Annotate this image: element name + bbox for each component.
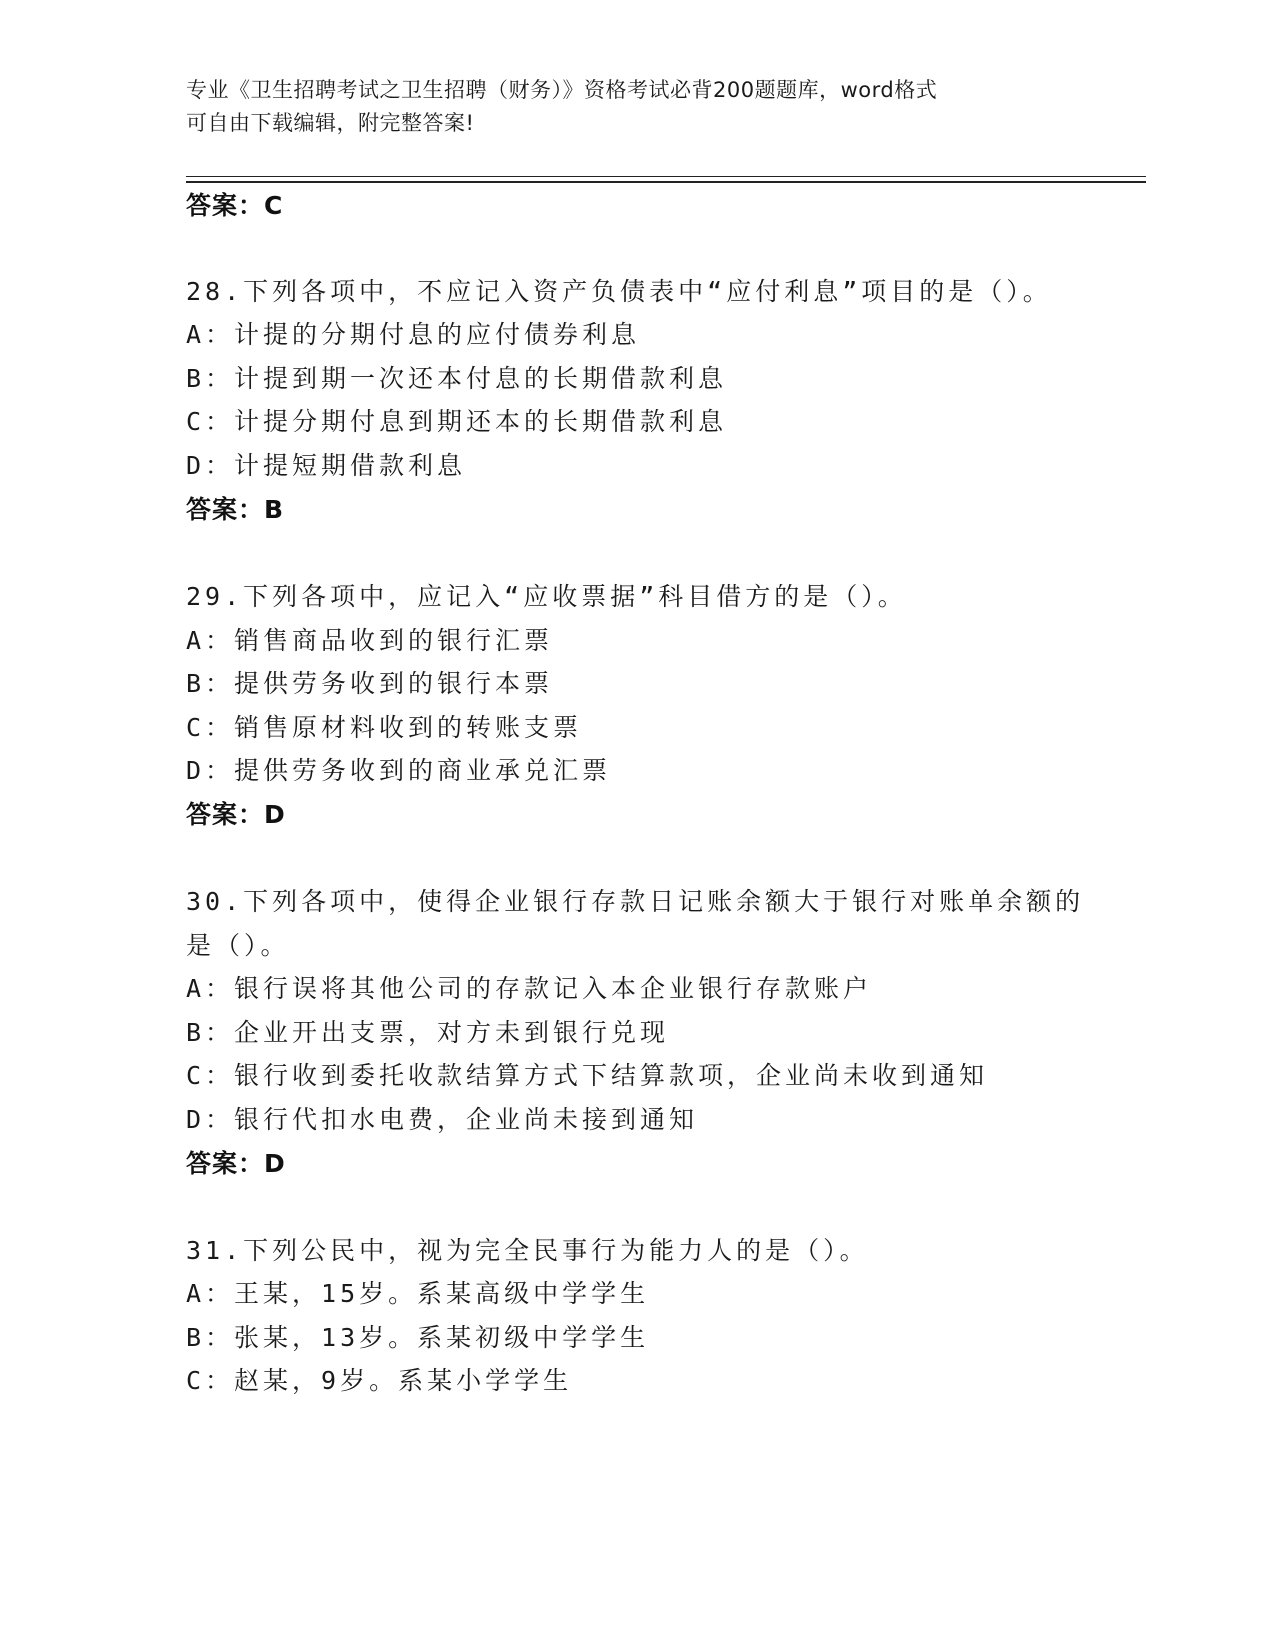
question-28-answer: 答案：B	[186, 495, 285, 524]
question-28-option-d: D：计提短期借款利息	[186, 451, 467, 480]
question-29-option-a: A：销售商品收到的银行汇票	[186, 626, 554, 655]
question-30-answer: 答案：D	[186, 1149, 286, 1178]
question-31-option-a: A：王某，15岁。系某高级中学学生	[186, 1279, 650, 1308]
question-30-option-b: B：企业开出支票，对方未到银行兑现	[186, 1018, 670, 1047]
question-31-option-c: C：赵某，9岁。系某小学学生	[186, 1366, 573, 1395]
question-28-option-a: A：计提的分期付息的应付债券利息	[186, 320, 641, 349]
question-28-option-c: C：计提分期付息到期还本的长期借款利息	[186, 407, 728, 436]
header-divider-thin	[186, 176, 1146, 177]
header-divider-thick	[186, 181, 1146, 183]
question-30-option-c: C：银行收到委托收款结算方式下结算款项，企业尚未收到通知	[186, 1061, 989, 1090]
question-29-option-d: D：提供劳务收到的商业承兑汇票	[186, 756, 612, 785]
question-29-stem: 29.下列各项中，应记入“应收票据”科目借方的是（）。	[186, 582, 907, 611]
question-31-option-b: B：张某，13岁。系某初级中学学生	[186, 1323, 650, 1352]
question-28-option-b: B：计提到期一次还本付息的长期借款利息	[186, 364, 728, 393]
question-31-stem: 31.下列公民中，视为完全民事行为能力人的是（）。	[186, 1236, 869, 1265]
answer-previous: 答案：C	[186, 191, 284, 220]
question-29-option-b: B：提供劳务收到的银行本票	[186, 669, 554, 698]
header-line-1: 专业《卫生招聘考试之卫生招聘（财务）》资格考试必背200题题库，word格式	[186, 78, 938, 102]
question-30-stem-line-2: 是（）。	[186, 931, 290, 960]
question-29-answer: 答案：D	[186, 800, 286, 829]
header-line-2: 可自由下载编辑，附完整答案!	[186, 111, 475, 135]
question-29-option-c: C：销售原材料收到的转账支票	[186, 713, 583, 742]
question-30-option-d: D：银行代扣水电费，企业尚未接到通知	[186, 1105, 699, 1134]
question-30-stem-line-1: 30.下列各项中，使得企业银行存款日记账余额大于银行对账单余额的	[186, 887, 1085, 916]
question-30-option-a: A：银行误将其他公司的存款记入本企业银行存款账户	[186, 974, 873, 1003]
question-28-stem: 28.下列各项中，不应记入资产负债表中“应付利息”项目的是（）。	[186, 277, 1052, 306]
document-header	[186, 74, 1086, 140]
